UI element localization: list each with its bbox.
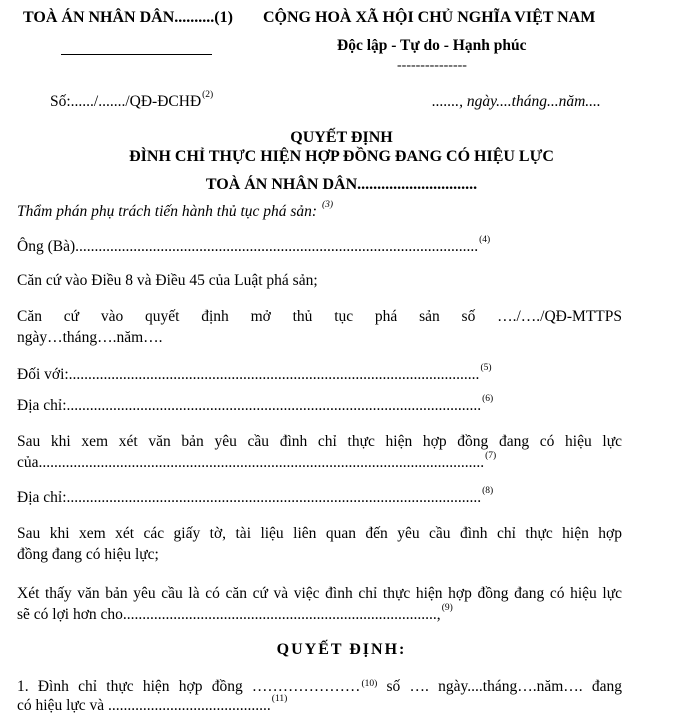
- address-field-1: Địa chỉ:...........................................................................................................$^{(6)}$: [17, 394, 494, 414]
- decision-item1-line1: 1. Đình chỉ thực hiện hợp đồng …………………$^{(10)}$ số …. ngày....tháng….năm…. đang: [17, 678, 623, 695]
- court-underline: [61, 54, 212, 55]
- nation-title: CỘNG HOÀ XÃ HỘI CHỦ NGHĨA VIỆT NAM: [263, 9, 596, 26]
- decision-item1-line2: có hiệu lực và ..........................................$^{(11)}$: [17, 694, 288, 714]
- against-field: Đối với:..........................................................................................................$^{(5)}$: [17, 363, 492, 383]
- review-docs-line2: đồng đang có hiệu lực;: [17, 546, 159, 563]
- review-request-line1: Sau khi xem xét văn bản yêu cầu đình chỉ thực hiện hợp đồng đang có hiệu lực: [17, 433, 622, 450]
- court-name-header: TOÀ ÁN NHÂN DÂN..........(1): [23, 9, 233, 26]
- motto-rule: ---------------: [397, 58, 467, 73]
- title-subject: ĐÌNH CHỈ THỰC HIỆN HỢP ĐỒNG ĐANG CÓ HIỆU LỰC: [129, 148, 554, 165]
- national-motto: Độc lập - Tự do - Hạnh phúc: [337, 37, 527, 54]
- judge-intro: Thẩm phán phụ trách tiến hành thủ tục phá sản: $^{(3)}$: [17, 200, 334, 220]
- document-number: Số:....../......./QĐ-ĐCHĐ$^{(2)}$: [50, 90, 214, 110]
- address-field-2: Địa chỉ:...........................................................................................................$^{(8)}$: [17, 486, 494, 506]
- basis-law: Căn cứ vào Điều 8 và Điều 45 của Luật phá sản;: [17, 272, 318, 289]
- date-place: ......., ngày....tháng...năm....: [432, 93, 601, 110]
- title-decision: QUYẾT ĐỊNH: [290, 129, 393, 146]
- judge-name-field: Ông (Bà)........................................................................................................$^{(4)}$: [17, 235, 491, 255]
- consider-line2: sẽ có lợi hơn cho.................................................................................,$^{(9)}$: [17, 603, 453, 623]
- basis-decision-line2: ngày…tháng….năm….: [17, 329, 163, 346]
- consider-line1: Xét thấy văn bản yêu cầu là có căn cứ và việc đình chỉ thực hiện hợp đồng đang có hiệu lực: [17, 585, 622, 602]
- title-court: TOÀ ÁN NHÂN DÂN..............................: [205, 176, 478, 193]
- basis-decision-line1: Căn cứ vào quyết định mở thủ tục phá sản số …./…./QĐ-MTTPS: [17, 308, 622, 325]
- review-request-line2: của...................................................................................................................$^{(7)}$: [17, 451, 497, 471]
- review-docs-line1: Sau khi xem xét các giấy tờ, tài liệu liên quan đến yêu cầu đình chỉ thực hiện hợp: [17, 525, 622, 542]
- decision-heading: QUYẾT ĐỊNH:: [276, 641, 407, 658]
